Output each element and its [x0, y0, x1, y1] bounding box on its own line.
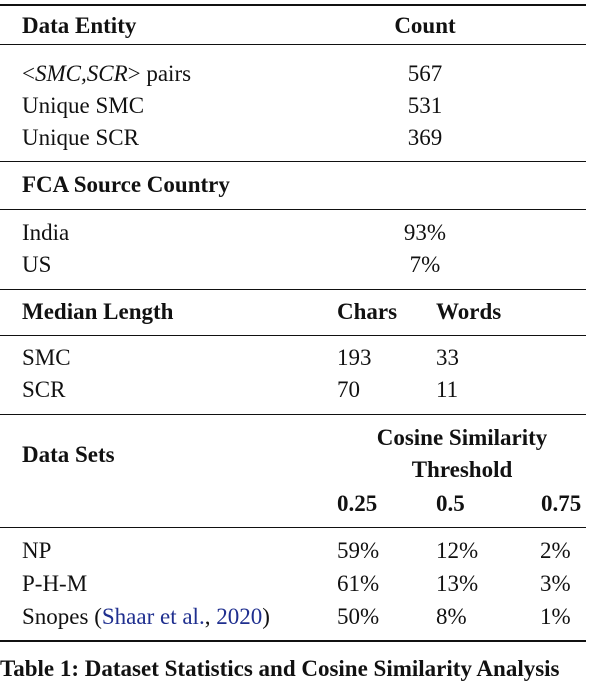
entity-row-scr-value: 369 — [407, 125, 443, 150]
country-row-us-value: 7% — [409, 252, 441, 277]
table-caption: Table 1: Dataset Statistics and Cosine Similarity Analysis — [0, 656, 560, 681]
rule-country-top — [0, 161, 586, 162]
dataset-row-np-label: NP — [22, 538, 52, 563]
dataset-row-phm-v2: 13% — [436, 571, 479, 596]
entity-row-pairs-value: 567 — [407, 61, 443, 86]
top-rule — [0, 4, 586, 6]
rule-datasets-top — [0, 414, 586, 415]
entity-header-count: Count — [394, 13, 456, 38]
threshold-075: 0.75 — [541, 491, 582, 516]
entity-row-smc-value: 531 — [407, 93, 443, 118]
length-row-smc-words: 33 — [436, 345, 459, 370]
length-row-scr-label: SCR — [22, 377, 66, 402]
datasets-header: Data Sets — [22, 442, 115, 467]
threshold-025: 0.25 — [337, 491, 378, 516]
citation-author-link[interactable]: Shaar et al. — [101, 604, 205, 629]
threshold-heading: Threshold — [411, 457, 513, 482]
rule-datasets-header — [0, 527, 586, 528]
bottom-rule — [0, 640, 586, 642]
length-header-chars: Chars — [337, 299, 398, 324]
dataset-row-snopes-label: Snopes (Shaar et al., 2020) — [22, 604, 270, 629]
rule-length-header — [0, 335, 586, 336]
country-header: FCA Source Country — [22, 172, 230, 197]
entity-row-smc-label: Unique SMC — [22, 93, 145, 118]
length-row-scr-words: 11 — [436, 377, 459, 402]
dataset-row-phm-v3: 3% — [540, 571, 571, 596]
length-row-scr-chars: 70 — [337, 377, 360, 402]
dataset-row-snopes-v2: 8% — [436, 604, 467, 629]
dataset-row-snopes-v1: 50% — [337, 604, 380, 629]
dataset-row-phm-v1: 61% — [337, 571, 380, 596]
length-row-smc-chars: 193 — [337, 345, 372, 370]
entity-row-scr-label: Unique SCR — [22, 125, 139, 150]
rule-entity-header — [0, 44, 586, 45]
country-row-india-label: India — [22, 220, 70, 245]
threshold-05: 0.5 — [436, 491, 465, 516]
citation-year-link[interactable]: 2020 — [216, 604, 263, 629]
entity-row-pairs-label: <SMC,SCR> pairs — [22, 61, 192, 86]
entity-header-label: Data Entity — [22, 13, 137, 38]
country-row-us-label: US — [22, 252, 52, 277]
rule-country-header — [0, 209, 586, 210]
dataset-row-phm-label: P-H-M — [22, 571, 88, 596]
cosine-similarity-heading: Cosine Similarity — [376, 425, 548, 450]
dataset-row-snopes-v3: 1% — [540, 604, 571, 629]
country-row-india-value: 93% — [403, 220, 447, 245]
length-header-words: Words — [436, 299, 502, 324]
length-header-label: Median Length — [22, 299, 174, 324]
rule-length-top — [0, 289, 586, 290]
length-row-smc-label: SMC — [22, 345, 71, 370]
dataset-row-np-v3: 2% — [540, 538, 571, 563]
dataset-row-np-v2: 12% — [436, 538, 479, 563]
dataset-row-np-v1: 59% — [337, 538, 380, 563]
